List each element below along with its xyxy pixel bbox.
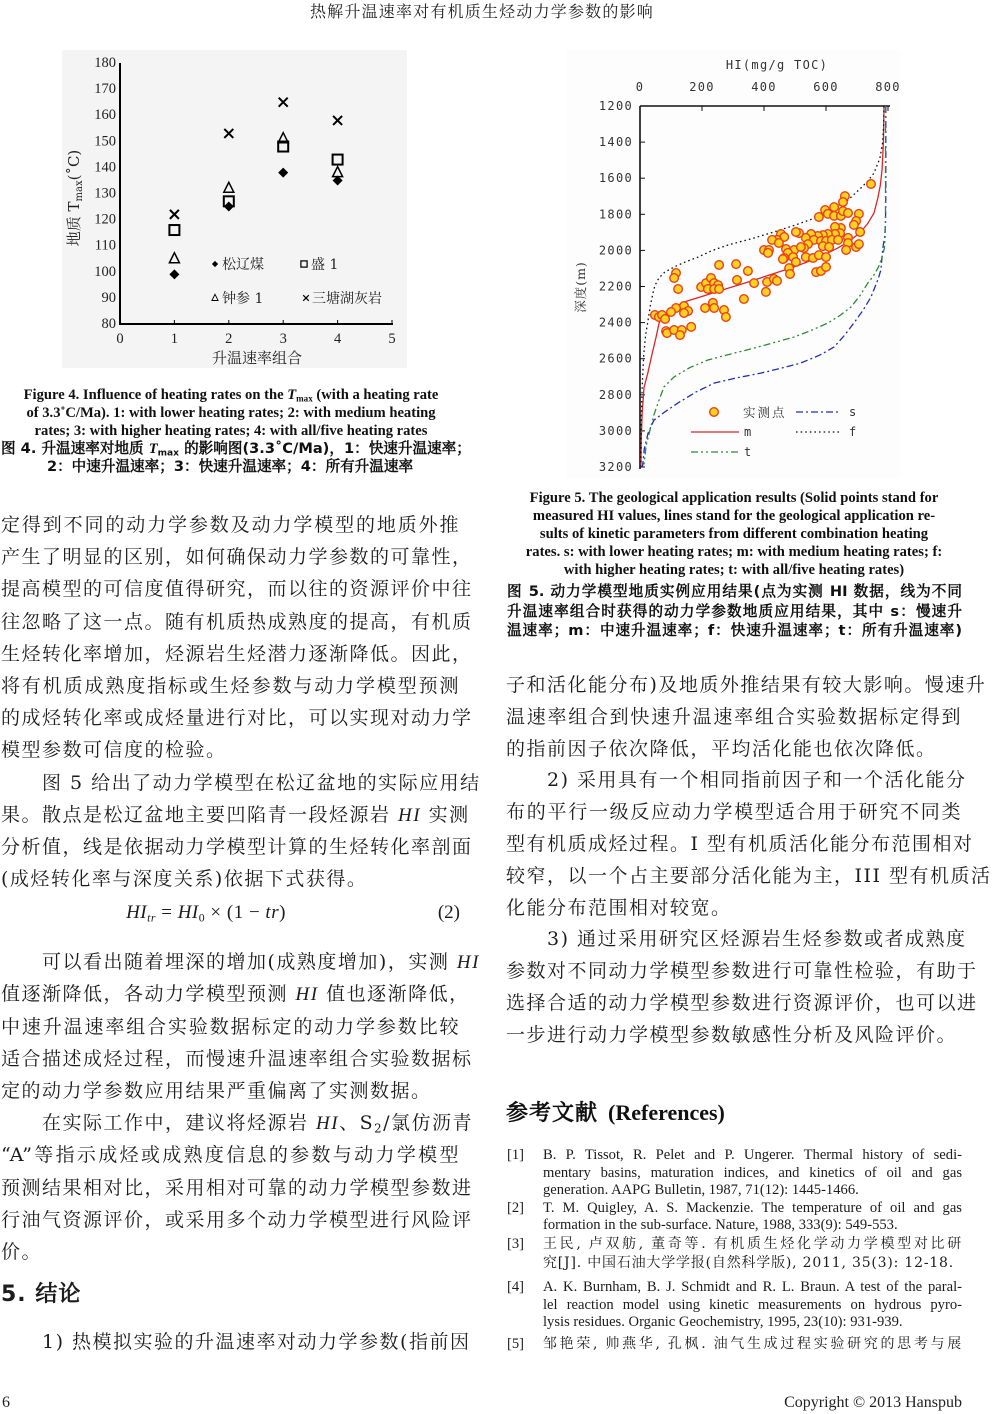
- reference-label: [5]: [507, 1335, 525, 1352]
- data-point-sheng-1: [333, 155, 343, 165]
- reference-text: [543, 1335, 962, 1354]
- text-line: 预测结果相对比，采用相对可靠的动力学模型参数进: [1, 1176, 473, 1199]
- y-tick-label: 100: [94, 263, 116, 280]
- y-tick-label: 180: [94, 55, 116, 71]
- legend-item-m: [691, 425, 753, 439]
- legend-marker-zhongcan-1-icon: [212, 294, 218, 300]
- text-line: formation in the sub-surface. Nature, 1988, 333(9): 549-553.: [543, 1217, 898, 1234]
- text-line: 将有机质成熟度指标或生烃参数与动力学模型预测: [1, 674, 460, 697]
- data-point-santanghu-limestone: [333, 116, 342, 125]
- x-axis-title: 升温速率组合: [211, 349, 303, 367]
- x-tick-label: 2: [225, 331, 233, 347]
- measured-hi-point: [856, 228, 865, 237]
- reference-text: [543, 1147, 962, 1200]
- y-tick-label: 170: [94, 81, 116, 98]
- x-tick-label: 200: [689, 80, 715, 94]
- legend-marker-santanghu-limestone-icon: [303, 295, 309, 301]
- text-run: 的影响图(3.3˚C/Ma)，1：快速升温速率；: [179, 440, 471, 457]
- y-axis-title-main: 地质 T: [65, 201, 83, 247]
- text-run: 值也逐渐降低，: [318, 983, 470, 1006]
- text-run: ): [279, 902, 286, 924]
- y-tick-label: 2400: [598, 315, 633, 330]
- text-line: 图 5. 动力学模型地质实例应用结果(点为实测 HI 数据，线为不同: [507, 583, 962, 600]
- text-line: 布的平行一级反应动力学模型适合用于研究不同类: [506, 801, 962, 824]
- figure-4-chart: [62, 50, 407, 368]
- running-title: 热解升温速率对有机质生烃动力学参数的影响: [309, 2, 654, 21]
- measured-hi-point: [676, 331, 685, 340]
- measured-hi-point: [775, 239, 784, 248]
- text-line: 2) 采用具有一个相同指前因子和一个活化能分: [547, 769, 967, 792]
- text-line: lysis residues. Organic Geochemistry, 1995, 23(10): 931-939.: [543, 1314, 903, 1331]
- reference-item: [506, 1335, 962, 1354]
- data-point-songliao-coal: [278, 168, 288, 178]
- text-line: [0, 386, 462, 404]
- legend-label-santanghu-limestone: 三塘湖灰岩: [312, 291, 382, 307]
- y-tick-label: 130: [94, 185, 116, 202]
- x-tick-label: 4: [333, 331, 342, 347]
- text-run: × (1 −: [205, 902, 266, 924]
- text-run: (with a heating rate: [312, 387, 439, 403]
- data-point-zhongcan-1: [169, 253, 179, 263]
- measured-hi-point: [710, 304, 719, 313]
- text-line: 温速率；m：中速升温速率；f：快速升温速率；t：所有升温速率): [507, 622, 962, 640]
- y-tick-label: 2200: [598, 279, 633, 294]
- y-tick-label: 1600: [598, 171, 633, 186]
- references-heading: [506, 1090, 725, 1136]
- text-line: (成烃转化率与深度关系)依据下式获得。: [1, 868, 368, 891]
- reference-label: [1]: [507, 1147, 525, 1163]
- data-point-zhongcan-1: [224, 182, 234, 192]
- text-line: 究[J]. 中国石油大学学报(自然科学版), 2011, 35(3): 12-18.: [543, 1254, 955, 1271]
- equation-2: [1, 895, 460, 946]
- text-line: 一步进行动力学模型参数敏感性分析及风险评价。: [506, 1023, 958, 1046]
- text-line: mentary basins, maturation indices, and kinetics of oil and gas: [543, 1164, 962, 1181]
- text-line: [1, 799, 470, 831]
- text-run: 实测: [421, 803, 470, 826]
- reference-label: [3]: [507, 1235, 525, 1252]
- measured-hi-point: [834, 236, 843, 245]
- measured-hi-point: [762, 288, 771, 297]
- text-line: [1, 946, 480, 978]
- formatted-text-run: tr: [265, 902, 280, 924]
- figure-4-plot: [62, 50, 407, 368]
- text-line: T. M. Quigley, A. S. Mackenzie. The temperature of oil and gas: [543, 1199, 962, 1216]
- x-axis-title: HI(mg/g TOC): [725, 58, 829, 72]
- text-line: 1) 热模拟实验的升温速率对动力学参数(指前因: [42, 1331, 471, 1354]
- paragraph: [1, 1107, 474, 1268]
- legend-label-t: t: [744, 445, 753, 459]
- text-line: lel reaction model using kinetic measurements on hydrous pyro-: [543, 1296, 962, 1313]
- legend-marker-sheng-1-icon: [301, 261, 307, 267]
- text-line: 温速率组合到快速升温速率组合实验数据标定得到: [506, 705, 962, 728]
- measured-hi-point: [764, 249, 773, 258]
- x-tick-label: 5: [388, 331, 396, 347]
- text-line: [1, 440, 471, 459]
- text-line: 的成烃转化率或成烃量进行对比，可以实现对动力学: [1, 707, 473, 730]
- figure-4-caption-en: [0, 386, 462, 440]
- text-line: rates; 3: with higher heating rates; 4: with all/five heating rates: [34, 423, 428, 439]
- measured-hi-point: [850, 221, 859, 230]
- legend-label-m: m: [744, 425, 753, 439]
- data-point-songliao-coal: [169, 269, 179, 279]
- paragraph: [506, 765, 992, 924]
- legend-item-measured: [710, 405, 787, 420]
- formatted-text-run: HI: [316, 1113, 340, 1135]
- text-line: 行油气资源评价，或采用多个动力学模型进行风险评: [1, 1208, 473, 1231]
- text-line: “A”等指示成烃或成熟度信息的参数与动力学模型: [1, 1144, 460, 1167]
- measured-hi-point: [661, 315, 670, 324]
- text-line: [1, 895, 411, 931]
- measured-hi-point: [779, 255, 788, 264]
- right-column-body: [506, 670, 992, 1052]
- y-tick-label: 90: [101, 289, 116, 306]
- text-line: sults of kinetic parameters from different combination heating: [539, 526, 929, 542]
- measured-hi-point: [722, 313, 731, 322]
- formatted-text-run: HI: [398, 804, 422, 826]
- y-tick-label: 80: [101, 316, 116, 332]
- legend-marker-songliao-coal-icon: [212, 261, 218, 267]
- legend: [691, 405, 858, 459]
- formatted-text-run: HI: [456, 952, 480, 974]
- measured-hi-point: [867, 180, 876, 189]
- text-run: 、S: [339, 1112, 375, 1135]
- legend-label-zhongcan-1: 钟参 1: [222, 291, 264, 307]
- legend-label-measured: 实测点: [743, 405, 787, 420]
- measured-hi-point: [839, 198, 848, 207]
- measured-hi-point: [687, 323, 696, 332]
- text-run: 图 4. 升温速率对地质: [1, 440, 149, 457]
- text-line: 分析值，线是依据动力学模型计算的生烃转化率剖面: [1, 835, 473, 858]
- text-run: Figure 4. Influence of heating rates on the: [23, 387, 288, 403]
- paragraph: [1, 946, 480, 1107]
- paragraph: [506, 924, 978, 1051]
- data-point-zhongcan-1: [333, 167, 343, 177]
- text-line: 化能分布范围相对较宽。: [506, 896, 732, 919]
- paragraph: [1, 1326, 471, 1358]
- data-point-sheng-1: [169, 225, 179, 235]
- references-heading-en: (References): [608, 1100, 725, 1125]
- text-line: 的指前因子依次降低，平均活化能也依次降低。: [506, 737, 937, 760]
- paragraph: [1, 767, 481, 896]
- legend-item-f: [796, 425, 858, 439]
- formatted-text-run: max: [157, 448, 179, 459]
- text-line: 提高模型的可信度值得研究，而以往的资源评价中往: [1, 578, 473, 601]
- section-heading-conclusion: 5. 结论: [1, 1282, 82, 1308]
- legend-label-s: s: [849, 405, 858, 419]
- measured-hi-point: [797, 243, 806, 252]
- legend-label-sheng-1: 盛 1: [311, 257, 339, 273]
- reference-item: [506, 1235, 962, 1273]
- x-tick-label: 600: [813, 80, 839, 94]
- text-line: 适合描述成烃过程，而慢速升温速率组合实验数据标: [1, 1047, 473, 1070]
- reference-label: [4]: [507, 1278, 525, 1295]
- y-tick-label: 140: [94, 159, 116, 176]
- data-point-santanghu-limestone: [224, 129, 233, 138]
- text-line: 图 5 给出了动力学模型在松辽盆地的实际应用结: [42, 771, 481, 794]
- reference-label: [2]: [507, 1199, 525, 1216]
- measured-hi-point: [773, 277, 782, 286]
- references-heading-zh: 参考文献: [506, 1101, 599, 1126]
- text-line: 定的动力学参数应用结果严重偏离了实测数据。: [1, 1080, 432, 1102]
- formatted-text-run: tr: [147, 911, 156, 925]
- text-line: [1, 978, 470, 1010]
- figure-5-chart: [566, 50, 900, 478]
- text-line: 价。: [1, 1240, 43, 1263]
- y-tick-label: 110: [94, 237, 116, 254]
- figure-4-caption-zh: [1, 440, 471, 476]
- measured-hi-point: [701, 304, 710, 313]
- data-point-santanghu-limestone: [170, 210, 179, 219]
- y-tick-label: 3000: [598, 423, 633, 438]
- text-line: 参数对不同动力学模型参数进行可靠性检验，有助于: [506, 960, 978, 983]
- formatted-text-run: HI: [126, 902, 148, 924]
- text-line: 中速升温速率组合实验数据标定的动力学参数比较: [1, 1015, 460, 1038]
- measured-hi-point: [786, 270, 795, 279]
- reference-text: [543, 1200, 962, 1235]
- reference-item: [506, 1200, 962, 1235]
- measured-hi-point: [844, 209, 853, 218]
- measured-hi-point: [822, 263, 831, 272]
- text-line: A. K. Burnham, B. J. Schmidt and R. L. Braun. A test of the paral-: [543, 1278, 962, 1295]
- formatted-text-run: T: [287, 387, 297, 403]
- paragraph: [506, 670, 987, 765]
- figure-5-caption-en: [506, 489, 962, 579]
- text-run: 果。散点是松辽盆地主要凹陷青一段烃源岩: [1, 803, 399, 826]
- reference-text: [543, 1235, 962, 1273]
- legend: [212, 256, 382, 307]
- measured-hi-point: [733, 276, 742, 285]
- y-tick-label: 150: [94, 133, 116, 150]
- text-line: of 3.3˚C/Ma). 1: with lower heating rates; 2: with medium heating: [26, 405, 436, 421]
- y-tick-label: 120: [94, 211, 116, 228]
- y-tick-label: 2800: [598, 387, 633, 402]
- text-line: generation. AAPG Bulletin, 1987, 71(12): 1445-1466.: [543, 1182, 859, 1199]
- y-axis-title: 深度(m): [573, 261, 588, 313]
- text-line: 子和活化能分布)及地质外推结果有较大影响。慢速升: [506, 674, 987, 696]
- reference-text: [543, 1279, 962, 1332]
- left-column-body: [1, 509, 481, 1358]
- text-line: measured HI values, lines stand for the geological application re-: [532, 508, 936, 524]
- y-axis-title-subscript: max: [74, 180, 85, 202]
- reference-item: [506, 1147, 962, 1200]
- figure-5-caption-zh: [507, 582, 962, 641]
- formatted-text-run: T: [148, 441, 158, 457]
- legend-label-songliao-coal: 松辽煤: [222, 257, 264, 273]
- measured-hi-point: [825, 243, 834, 252]
- y-tick-label: 3200: [598, 460, 633, 474]
- text-line: Figure 5. The geological application results (Solid points stand for: [529, 490, 939, 506]
- y-axis-title-unit: (˚C): [65, 149, 83, 181]
- y-tick-label: 2000: [598, 243, 633, 258]
- y-tick-label: 160: [94, 107, 116, 124]
- text-run: =: [155, 902, 178, 924]
- text-run: /氯仿沥青: [383, 1112, 474, 1135]
- measured-hi-point: [822, 253, 831, 262]
- measured-hi-point: [715, 261, 724, 270]
- y-tick-label: 1800: [598, 207, 633, 222]
- legend-item-s: [796, 405, 858, 419]
- text-line: 2：中速升温速率；3：快速升温速率；4：所有升温速率: [46, 458, 414, 475]
- equation-formula: [1, 895, 411, 931]
- text-line: rates. s: with lower heating rates; m: with medium heating rates; f:: [525, 544, 943, 560]
- y-tick-label: 2600: [598, 351, 633, 366]
- text-line: with higher heating rates; t: with all/five heating rates): [563, 562, 905, 578]
- x-tick-label: 3: [279, 331, 287, 347]
- x-tick-label: 400: [751, 80, 777, 94]
- paragraph: [1, 509, 473, 767]
- text-line: 定得到不同的动力学参数及动力学模型的地质外推: [1, 514, 460, 536]
- y-axis-title: [65, 150, 85, 247]
- measured-hi-point: [680, 309, 689, 318]
- measured-hi-point: [855, 240, 864, 249]
- measured-hi-point: [815, 213, 824, 222]
- text-run: 值逐渐降低，各动力学模型预测: [1, 983, 296, 1006]
- text-line: 较窄，以一个占主要部分活化能为主，III 型有机质活: [506, 864, 992, 887]
- reference-list: [506, 1147, 962, 1354]
- text-line: 王民, 卢双舫, 董奇等. 有机质生烃化学动力学模型对比研: [543, 1235, 962, 1252]
- x-tick-label: 0: [635, 80, 645, 94]
- text-line: 往忽略了这一点。随有机质热成熟度的提高，有机质: [1, 610, 473, 633]
- measured-hi-point: [842, 246, 851, 255]
- x-tick-label: 1: [170, 331, 179, 347]
- text-line: 产生了明显的区别，如何确保动力学参数的可靠性，: [1, 546, 473, 569]
- text-run: 可以看出随着埋深的增加(成熟度增加)，实测: [42, 951, 457, 974]
- x-tick-label: 0: [116, 331, 124, 347]
- legend-label-f: f: [849, 425, 858, 439]
- data-point-santanghu-limestone: [279, 98, 288, 107]
- text-line: 生烃转化率增加，烃源岩生烃潜力逐渐降低。因此，: [1, 642, 473, 665]
- measured-hi-point: [670, 274, 679, 283]
- figure-5-plot: [566, 50, 900, 478]
- equation-number: (2): [437, 902, 460, 924]
- legend-item-t: [691, 445, 753, 459]
- text-line: B. P. Tissot, R. Pelet and P. Ungerer. Thermal history of sedi-: [543, 1147, 962, 1163]
- measured-hi-point: [674, 285, 683, 294]
- text-run: 在实际工作中，建议将烃源岩: [42, 1112, 317, 1135]
- legend-measured-point-icon: [710, 408, 719, 417]
- text-line: [1, 1107, 474, 1139]
- formatted-text-run: HI: [295, 984, 319, 1006]
- measured-hi-point: [750, 279, 759, 288]
- measured-hi-point: [732, 260, 741, 269]
- copyright-notice: Copyright © 2013 Hanspub: [784, 1394, 962, 1411]
- reference-item: [506, 1279, 962, 1332]
- formatted-text-run: HI: [177, 902, 199, 924]
- text-line: 3) 通过采用研究区烃源岩生烃参数或者成熟度: [547, 928, 967, 951]
- text-line: 选择合适的动力学模型参数进行资源评价，也可以进: [506, 991, 978, 1014]
- measured-hi-point: [715, 285, 724, 294]
- page-number: 6: [2, 1394, 10, 1411]
- y-tick-label: 1200: [598, 99, 633, 113]
- text-line: 模型参数可信度的检验。: [1, 739, 227, 762]
- text-line: 升温速率组合时获得的动力学参数地质应用结果，其中 s：慢速升: [507, 602, 962, 620]
- measured-hi-point: [792, 228, 801, 237]
- x-tick-label: 800: [875, 80, 901, 94]
- formatted-text-run: 0: [198, 911, 206, 925]
- text-line: 型有机质成烃过程。I 型有机质活化能分布范围相对: [506, 832, 974, 855]
- formatted-text-run: max: [296, 393, 313, 404]
- y-tick-label: 1400: [598, 135, 633, 150]
- measured-hi-point: [740, 295, 749, 304]
- text-line: 邹艳荣, 帅燕华, 孔枫. 油气生成过程实验研究的思考与展: [543, 1335, 962, 1352]
- measured-hi-point: [744, 267, 753, 276]
- formatted-text-run: 2: [374, 1121, 384, 1136]
